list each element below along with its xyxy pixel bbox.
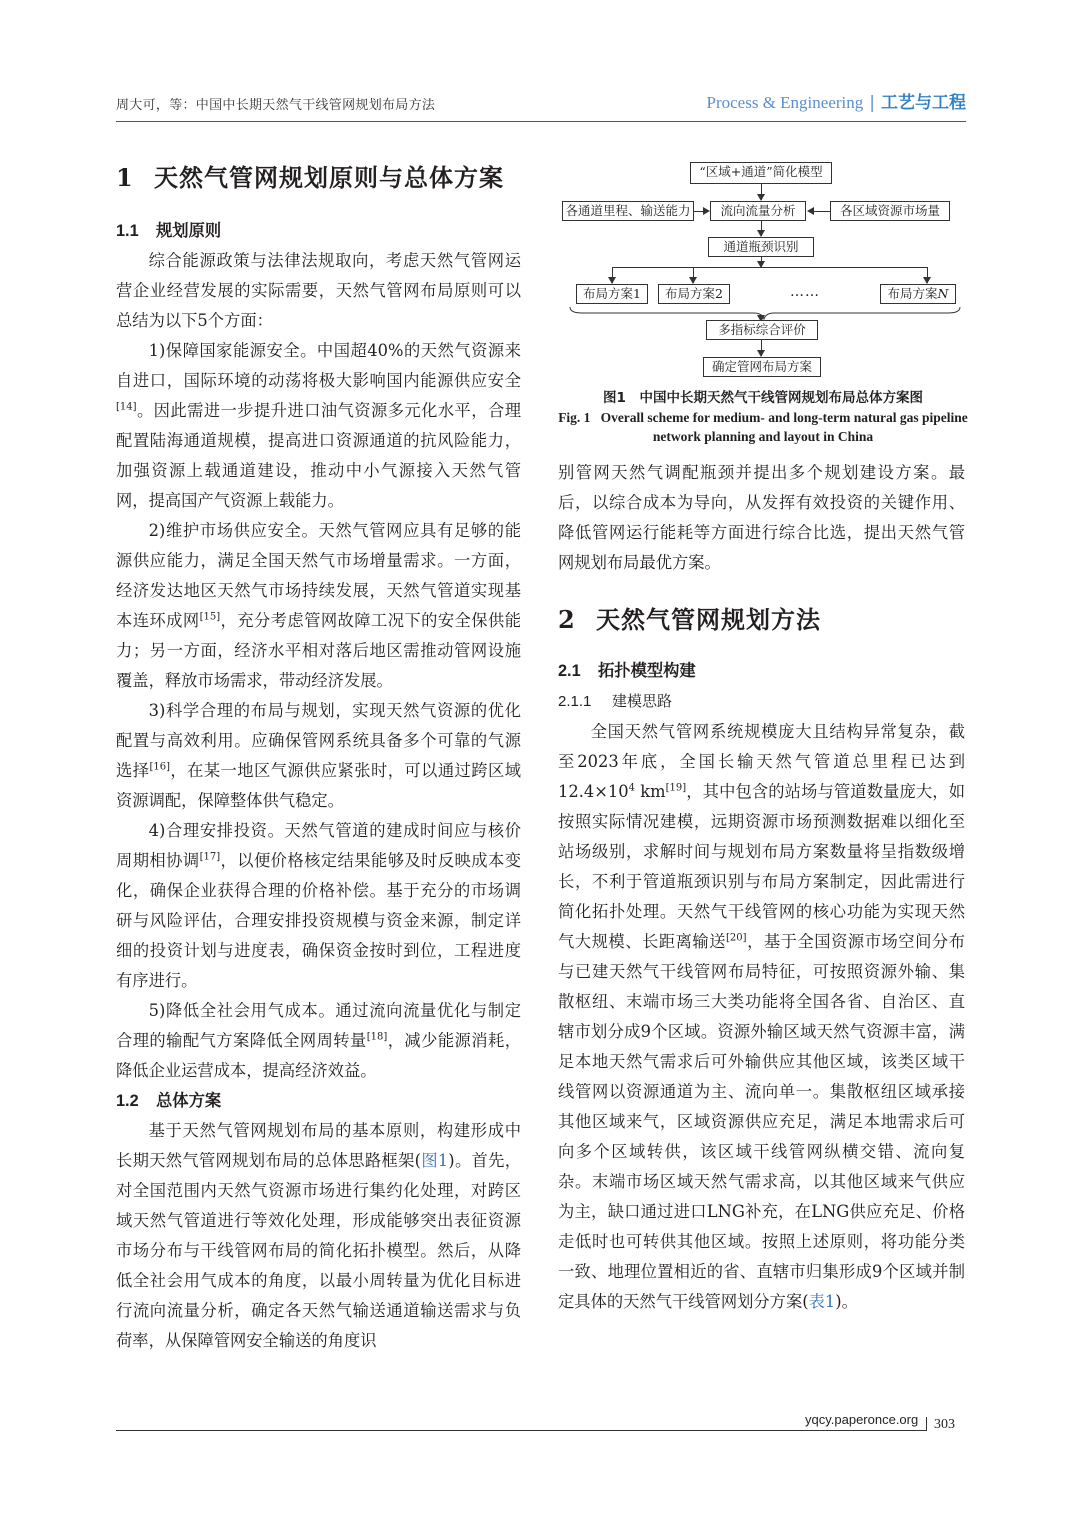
subsection-number: 1.1 [116,222,139,240]
text: 基于天然气管网规划布局的基本原则，构建形成中长期天然气管网规划布局的总体思路框架( [116,1121,521,1170]
header-rule [116,121,966,122]
running-header [116,88,966,120]
paragraph [116,516,521,696]
box-final-plan: 确定管网布局方案 [703,357,821,377]
box-simplified-model: “区域+通道”简化模型 [690,162,832,184]
subsection-1-2-heading [116,1086,521,1116]
text: )。 [835,1292,858,1311]
right-column [558,458,965,1317]
box-plan-2: 布局方案2 [658,284,730,304]
plan-n-label: 布局方案 [887,286,938,301]
subsubsection-title: 建模思路 [612,692,673,710]
text: )。首先，对全国范围内天然气资源市场进行集约化处理，对跨区域天然气管道进行等效化处理，形成能够突出表征资源市场分布与干线管网布局的简化拓扑模型。然后，从降低全社会用气成本的角度，以最小周转量为优化目标进行流向流量分析，确定各天然气输送通道输送需求与负荷率，从保障管网安全输送的角度识 [116,1151,522,1350]
arrow-left-head [807,207,814,215]
box-regional-market: 各区域资源市场量 [830,201,950,221]
connector-line [761,257,762,267]
citation[interactable]: [18] [366,1031,388,1043]
citation[interactable]: [20] [726,932,747,944]
box-evaluation: 多指标综合评价 [706,320,818,340]
section-title: 天然气管网规划原则与总体方案 [154,163,504,192]
arrow-down [761,221,762,236]
box-channel-capacity: 各通道里程、输送能力 [562,201,694,221]
citation[interactable]: [14] [116,401,137,413]
text: 全国天然气管网系统规模庞大且结构异常复杂，截至2023年底，全国长输天然气管道总里程已达到12.4×10 [558,722,965,801]
subsubsection-2-1-1-heading [558,686,965,717]
subsection-2-1-heading [558,656,965,686]
arrow-down [927,267,928,283]
left-column [116,160,521,1356]
text: ，减少能源消耗，降低企业运营成本，提高经济效益。 [116,1031,521,1080]
paragraph [116,996,521,1086]
paragraph [116,696,521,816]
text: ，其中包含的站场与管道数量庞大，如按照实际情况建模，远期资源市场预测数据难以细化至站场级别，求解时间与规划布局方案数量将呈指数级增长，不利于管道瓶颈识别与布局方案制定，因此需进行简化拓扑处理。天然气干线管网的核心功能为实现天然气大规模、长距离输送 [558,782,965,951]
section-1-heading [116,160,521,196]
subsection-number: 2.1 [558,662,581,680]
subsection-1-1-heading [116,216,521,246]
text: 5)降低全社会用气成本。通过流向流量优化与制定合理的输配气方案降低全网周转量 [116,1001,521,1050]
paragraph: 别管网天然气调配瓶颈并提出多个规划建设方案。最后，以综合成本为导向，从发挥有效投资的关键作用、降低管网运行能耗等方面进行综合比选，提出天然气管网规划布局最优方案。 [558,463,965,572]
subsection-title: 总体方案 [156,1091,222,1110]
subsubsection-number: 2.1.1 [558,693,592,710]
figure-caption-cn: 图1 中国中长期天然气干线管网规划布局总体方案图 [603,390,923,406]
branch-line [612,267,927,268]
figure-caption-en [558,408,968,446]
text: 2)维护市场供应安全。天然气管网应具有足够的能源供应能力，满足全国天然气市场增量需求。一方面，经济发达地区天然气市场持续发展，天然气管道实现基本连环成网 [116,521,521,630]
arrow-right-head [703,207,710,215]
figure-link[interactable]: 图1 [421,1151,449,1170]
text: 3)科学合理的布局与规划，实现天然气资源的优化配置与高效利用。应确保管网系统具备多个可靠的气源选择 [116,701,521,780]
journal-name-cn: 工艺与工程 [881,93,966,113]
arrow-left-line [814,211,830,212]
footer-url: yqcy.paperonce.org [805,1412,919,1427]
arrow-down [612,267,613,283]
text: ，充分考虑管网故障工况下的安全保供能力；另一方面，经济水平相对落后地区需推动管网设施覆盖，释放市场需求，带动经济发展。 [116,611,521,690]
subsection-number: 1.2 [116,1092,139,1110]
text: ，在某一地区气源供应紧张时，可以通过跨区域资源调配，保障整体供气稳定。 [116,761,521,810]
figure-label: Fig. 1 [558,410,591,425]
figure-caption-text: Overall scheme for medium- and long-term natural gas pipeline network planning and layout in China [600,410,968,444]
arrow-down [693,267,694,283]
text: ，基于全国资源市场空间分布与已建天然气干线管网布局特征，可按照资源外输、集散枢纽、末端市场三大类功能将全国各省、自治区、直辖市划分成9个区域。资源外输区域天然气资源丰富，满足本地天然气需求后可外输供应其他区域，该类区域干线管网以资源通道为主、流向单一。集散枢纽区域承接其他区域来气，区域资源供应充足，满足本地需求后可向多个区域转供，该区域干线管网纵横交错、流向复杂。末端市场区域天然气需求高，以其他区域来气供应为主，缺口通过进口LNG补充，在LNG供应充足、价格走低时也可转供其他区域。按照上述原则，将功能分类一致、地理位置相近的省、直辖市归集形成9个区域并制定具体的天然气干线管网划分方案( [558,932,965,1311]
paragraph [116,1116,521,1356]
ellipsis: …… [790,284,820,300]
arrow-down [761,184,762,200]
subsection-title: 规划原则 [156,221,222,240]
paragraph [558,717,965,1317]
plan-n-variable: N [937,286,949,301]
text: 1)保障国家能源安全。中国超40%的天然气资源来自进口，国际环境的动荡将极大影响国内能源供应安全 [116,341,521,390]
header-separator: | [869,93,875,113]
header-journal [707,88,966,113]
footer-divider [926,1417,927,1431]
paragraph [116,336,521,516]
figure-1 [558,158,968,448]
unit: km [635,782,666,801]
footer-rule [116,1430,926,1431]
box-flow-analysis: 流向流量分析 [710,201,806,221]
paragraph: 综合能源政策与法律法规取向，考虑天然气管网运营企业经营发展的实际需要，天然气管网布局原则可以总结为以下5个方面： [116,251,521,330]
section-2-heading [558,602,965,638]
text: 4)合理安排投资。天然气管道的建成时间应与核价周期相协调 [116,821,521,870]
subsection-title: 拓扑模型构建 [598,661,696,680]
citation[interactable]: [16] [149,761,170,773]
text: ，以便价格核定结果能够及时反映成本变化，确保企业获得合理的价格补偿。基于充分的市场调研与风险评估，合理安排投资规模与资金来源，制定详细的投资计划与进度表，确保资金按时到位，工程进度有序进行。 [116,851,521,990]
table-link[interactable]: 表1 [808,1292,836,1311]
paragraph [116,816,521,996]
text: 。因此需进一步提升进口油气资源多元化水平，合理配置陆海通道规模，提高进口资源通道的抗风险能力，加强资源上载通道建设，推动中小气源接入天然气管网，提高国产气资源上载能力。 [116,401,521,510]
citation[interactable]: [19] [665,782,687,794]
citation[interactable]: [17] [199,851,221,863]
box-bottleneck: 通道瓶颈识别 [708,237,814,257]
section-number: 2 [558,605,576,634]
page-number: 303 [934,1417,955,1432]
superscript-exponent: 4 [628,782,635,794]
box-plan-1: 布局方案1 [576,284,648,304]
citation[interactable]: [15] [199,611,221,623]
arrow-down [761,340,762,356]
section-title: 天然气管网规划方法 [596,605,821,634]
header-article-info: 周大可，等：中国中长期天然气干线管网规划布局方法 [116,98,436,113]
section-number: 1 [116,163,134,192]
journal-name-en: Process & Engineering [706,93,864,112]
brace-icon [568,306,964,320]
box-plan-n [880,284,956,304]
